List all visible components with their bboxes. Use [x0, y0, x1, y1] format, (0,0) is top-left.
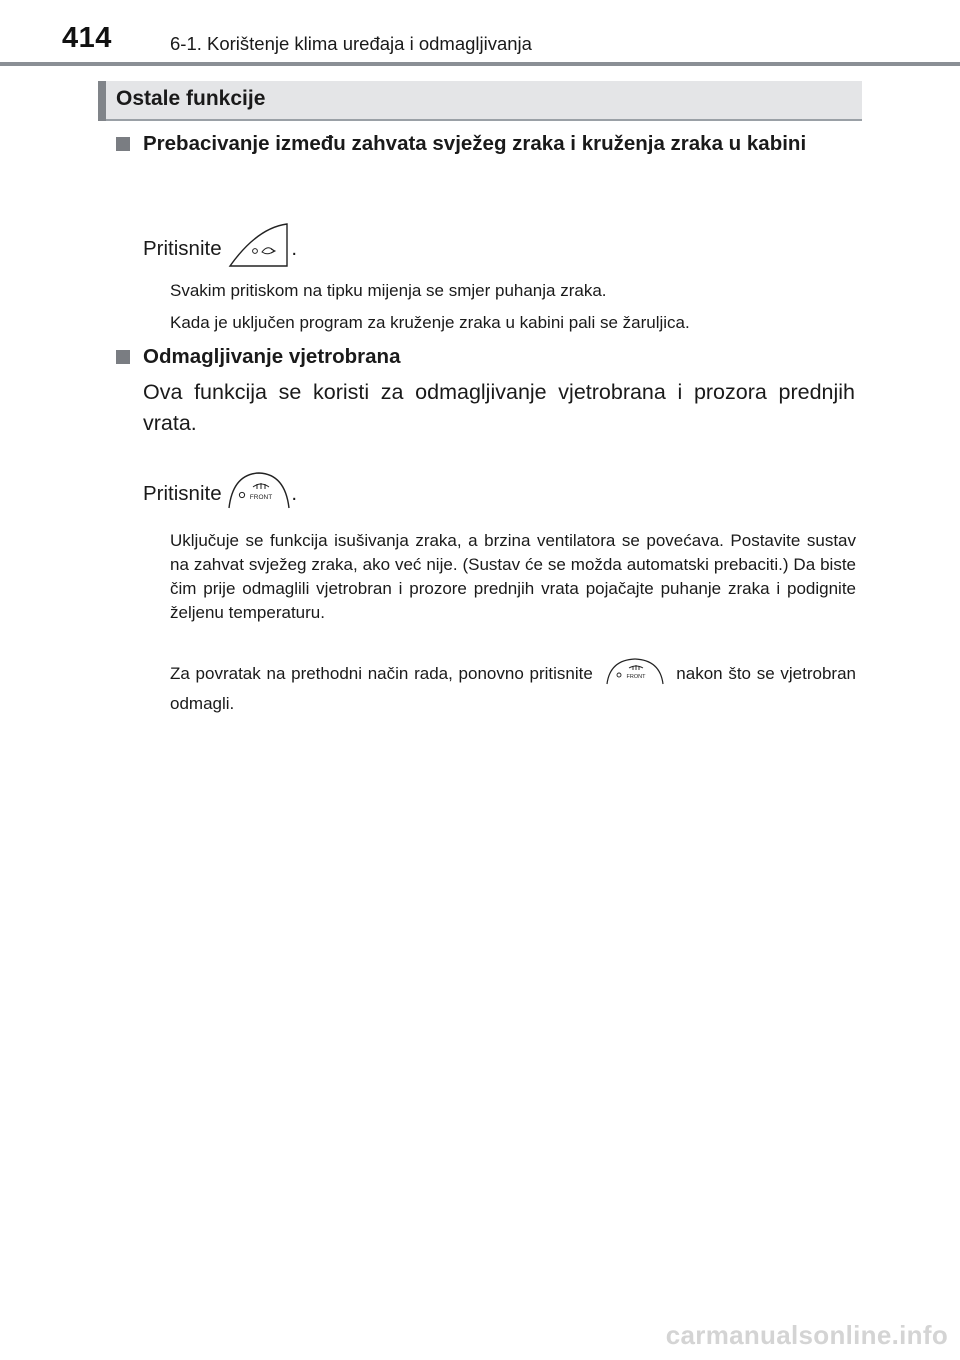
defog-press-suffix: .	[291, 481, 298, 505]
recirc-heading: Prebacivanje između zahvata svježeg zraka i kruženja zraka u kabini	[143, 132, 807, 155]
section-accent	[98, 81, 106, 121]
section-title: Ostale funkcije	[116, 87, 266, 110]
defog-note-2-after: nakon što se vjetrobran odmagli.	[170, 663, 856, 713]
front-defroster-button-icon	[227, 470, 291, 519]
front-defroster-button-icon	[605, 657, 665, 692]
bullet-square-icon	[116, 350, 130, 364]
air-recirculation-button-icon	[227, 222, 291, 277]
defog-description: Ova funkcija se koristi za odmagljivanje vjetrobrana i prozora prednjih vrata.	[143, 380, 855, 435]
front-button-label: FRONT	[626, 674, 646, 680]
section-header	[98, 81, 862, 121]
recirc-note-1: Svakim pritiskom na tipku mijenja se smjer puhanja zraka.	[170, 281, 607, 300]
bullet-square-icon	[116, 137, 130, 151]
defog-note-1: Uključuje se funkcija isušivanja zraka, a brzina ventilatora se povećava. Postavite sustav na zahvat svježeg zraka, ako već nije. (Sustav će se možda automatski prebaciti.) Da biste čim prije odmaglili vjetrobran i prozore prednjih vrata pojačajte puhanje zraka i podignite željenu temperaturu.	[170, 531, 856, 622]
recirc-note-2: Kada je uključen program za kruženje zraka u kabini pali se žaruljica.	[170, 313, 690, 332]
recirc-press-suffix: .	[291, 236, 298, 260]
defog-press-line	[143, 470, 297, 519]
chapter-title: 6-1. Korištenje klima uređaja i odmagljivanja	[170, 33, 532, 54]
front-button-label: FRONT	[250, 494, 273, 501]
header-divider	[0, 62, 960, 66]
defog-heading-block	[116, 341, 856, 372]
defog-heading: Odmagljivanje vjetrobrana	[143, 345, 401, 368]
defog-note-2	[170, 657, 856, 716]
defog-note-2-before: Za povratak na prethodni način rada, ponovno pritisnite	[170, 663, 593, 683]
watermark: carmanualsonline.info	[665, 1320, 948, 1350]
recirc-press-line	[143, 222, 297, 277]
page-header	[0, 0, 960, 70]
page-number: 414	[62, 22, 112, 54]
recirc-press-text: Pritisnite	[143, 236, 222, 260]
defog-press-text: Pritisnite	[143, 481, 222, 505]
recirc-heading-block	[116, 128, 856, 159]
